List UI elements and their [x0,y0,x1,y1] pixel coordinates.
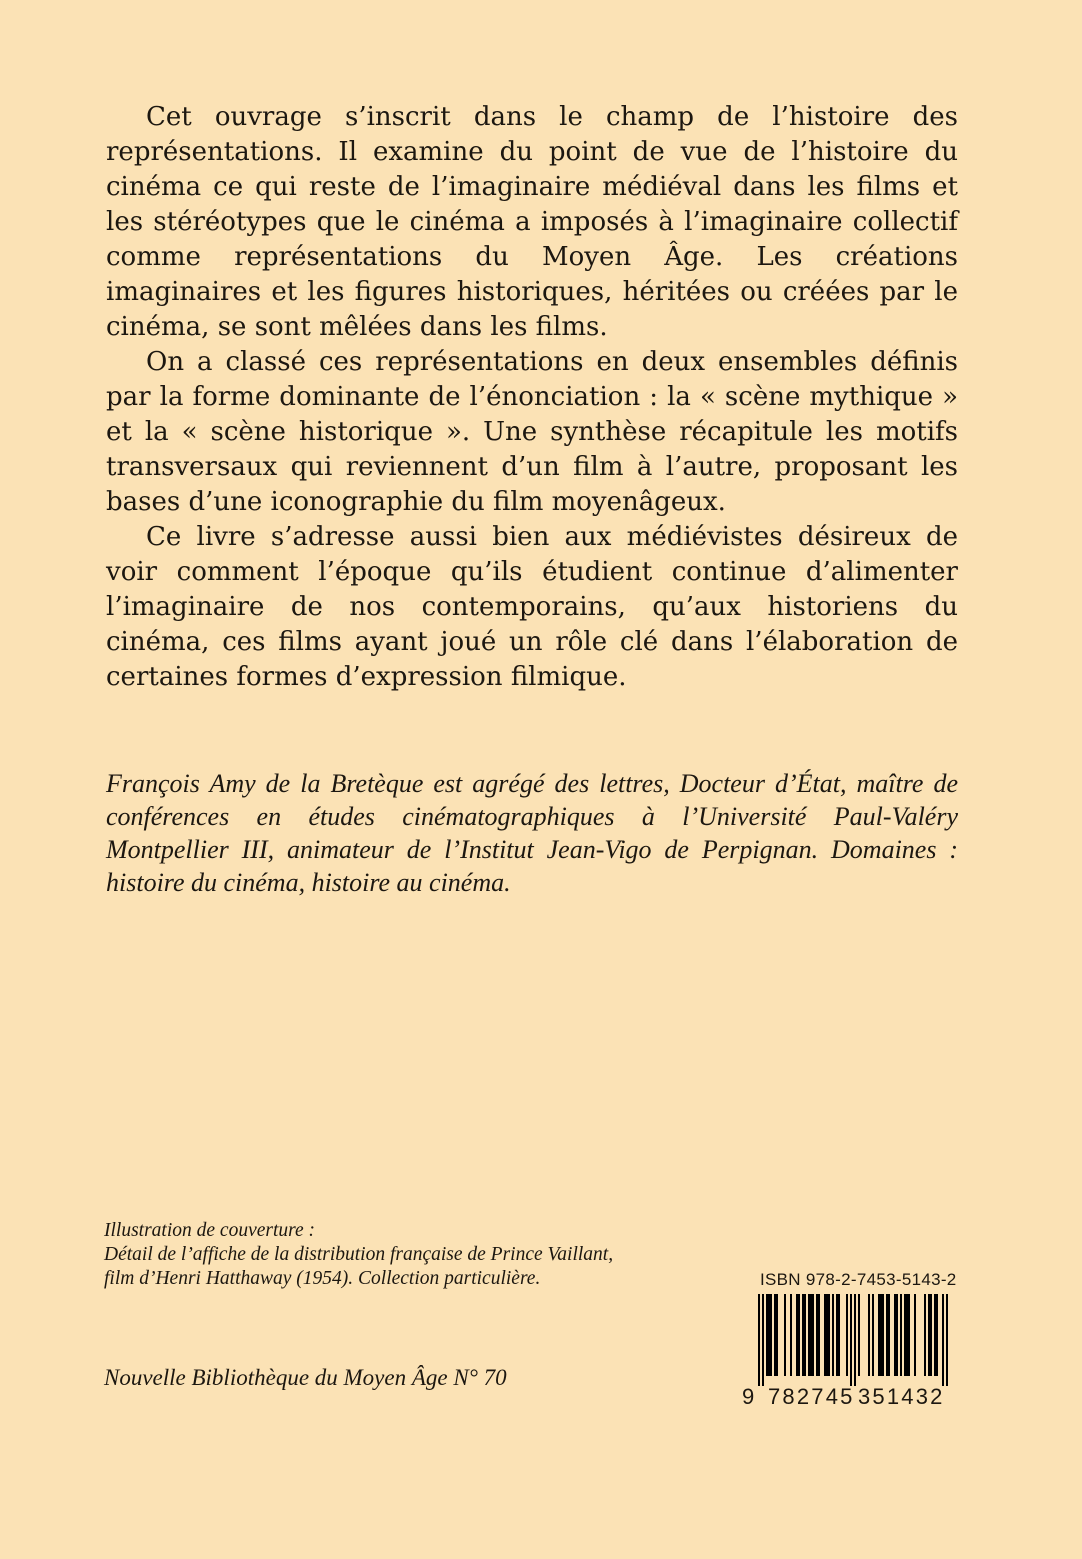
barcode-bar [832,1294,834,1376]
barcode-bar [850,1294,852,1386]
barcode-bar [914,1294,916,1376]
cover-credit-line-2: film d’Henri Hatthaway (1954). Collection particulière. [104,1268,541,1289]
barcode-bar [810,1294,812,1376]
barcode-bar [904,1294,906,1376]
barcode-bar [796,1294,798,1376]
barcode-bar [928,1294,930,1376]
barcode-bar [882,1294,884,1376]
barcode-bar [888,1294,890,1376]
isbn-block [740,1270,955,1410]
barcode-bar [942,1294,944,1386]
barcode-bar [886,1294,888,1376]
barcode-bar [804,1294,806,1376]
barcode-bar [766,1294,768,1376]
series-title: Nouvelle Bibliothèque du Moyen Âge N° 70 [104,1365,507,1390]
barcode-bar [770,1294,772,1376]
barcode-icon [740,1294,955,1390]
description-paragraph-2: On a classé ces représentations en deux ensembles définis par la forme dominante de l’énonciation : la « scène mythique » et la « scène historique ». Une synthèse récapitule les motifs transversaux qui reviennent d’un film à l’autre, proposant les bases d’une iconographie du film moyenâgeux. [106,347,958,517]
barcode-bar [878,1294,880,1376]
barcode-digit-group-1: 782745 [768,1384,855,1409]
barcode-bar [836,1294,838,1376]
author-bio-text: François Amy de la Bretèque est agrégé des lettres, Docteur d’État, maître de conférences en études cinématographiques à l’Université Paul-Valéry Montpellier III, animateur de l’Institut Jean-Vigo de Perpignan. Domaines : histoire du cinéma, histoire au cinéma. [106,769,958,897]
barcode-bar [762,1294,764,1386]
barcode-bar [812,1294,814,1376]
barcode-bar [818,1294,820,1376]
isbn-label: ISBN 978-2-7453-5143-2 [760,1270,957,1289]
barcode-bar [894,1294,896,1376]
barcode-bar [790,1294,792,1376]
author-bio [106,767,958,899]
barcode-bar [934,1294,936,1376]
barcode-bar [774,1294,776,1376]
barcode-bar [946,1294,948,1386]
barcode-bar [768,1294,770,1376]
barcode-bar [858,1294,860,1376]
barcode-bar [802,1294,804,1376]
barcode-bar [908,1294,910,1376]
barcode-bar [854,1294,856,1386]
barcode-bar [828,1294,830,1376]
barcode-bar [872,1294,874,1376]
barcode-bar [808,1294,810,1376]
description-paragraph-3: Ce livre s’adresse aussi bien aux médiévistes désireux de voir comment l’époque qu’ils étudient continue d’alimenter l’imaginaire de nos contemporains, qu’aux historiens du cinéma, ces films ayant joué un rôle clé dans l’élaboration de certaines formes d’expression filmique. [106,522,958,692]
barcode-bar [758,1294,760,1386]
barcode-bar [816,1294,818,1376]
barcode-bar [936,1294,938,1376]
barcode-bar [924,1294,926,1376]
cover-credit-line-1: Détail de l’affiche de la distribution française de Prince Vaillant, [104,1244,614,1265]
barcode-first-digit: 9 [742,1384,755,1409]
barcode-bar [906,1294,908,1376]
description-paragraph-1: Cet ouvrage s’inscrit dans le champ de l’histoire des représentations. Il examine du point de vue de l’histoire du cinéma ce qui reste de l’imaginaire médiéval dans les films et les stéréotypes que le cinéma a imposés à l’imaginaire collectif comme représentations du Moyen Âge. Les créations imaginaires et les figures historiques, héritées ou créées par le cinéma, se sont mêlées dans les films. [106,102,958,342]
barcode-bar [838,1294,840,1376]
barcode-bar [776,1294,778,1376]
barcode-bar [868,1294,870,1376]
barcode-bar [784,1294,786,1376]
barcode-bar [846,1294,848,1376]
barcode-bar [798,1294,800,1376]
barcode-bar [824,1294,826,1376]
cover-credit [104,1219,744,1291]
barcode-bar [896,1294,898,1376]
barcode-bar [930,1294,932,1376]
cover-credit-heading: Illustration de couverture : [104,1220,316,1241]
barcode-bar [900,1294,902,1376]
description-text [106,100,958,695]
barcode-bar [826,1294,828,1376]
barcode-bar [880,1294,882,1376]
barcode-digits [740,1384,955,1410]
barcode-digit-group-2: 351432 [858,1384,945,1409]
